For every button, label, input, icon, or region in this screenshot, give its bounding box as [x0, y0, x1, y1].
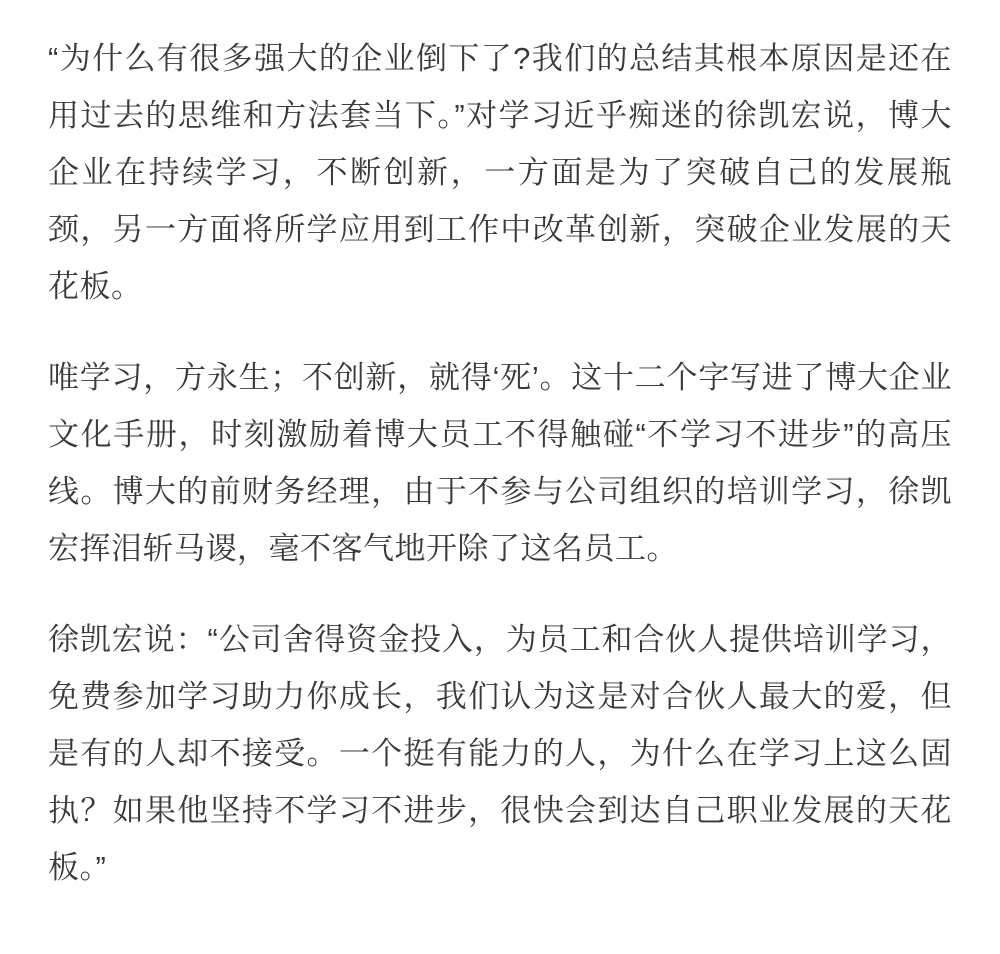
paragraph-2: 唯学习，方永生；不创新，就得‘死’。这十二个字写进了博大企业文化手册，时刻激励着博大员工不得触碰“不学习不进步”的高压线。博大的前财务经理，由于不参与公司组织的培训学习，徐凯宏挥泪斩马谡，毫不客气地开除了这名员工。 — [48, 360, 952, 566]
paragraph-1: “为什么有很多强大的企业倒下了?我们的总结其根本原因是还在用过去的思维和方法套当下。”对学习近乎痴迷的徐凯宏说，博大企业在持续学习，不断创新，一方面是为了突破自己的发展瓶颈，另一方面将所学应用到工作中改革创新，突破企业发展的天花板。 — [48, 41, 952, 304]
paragraph-3: 徐凯宏说：“公司舍得资金投入，为员工和合伙人提供培训学习，免费参加学习助力你成长，我们认为这是对合伙人最大的爱，但是有的人却不接受。一个挺有能力的人，为什么在学习上这么固执？如果他坚持不学习不进步，很快会到达自己职业发展的天花板。” — [48, 622, 952, 885]
